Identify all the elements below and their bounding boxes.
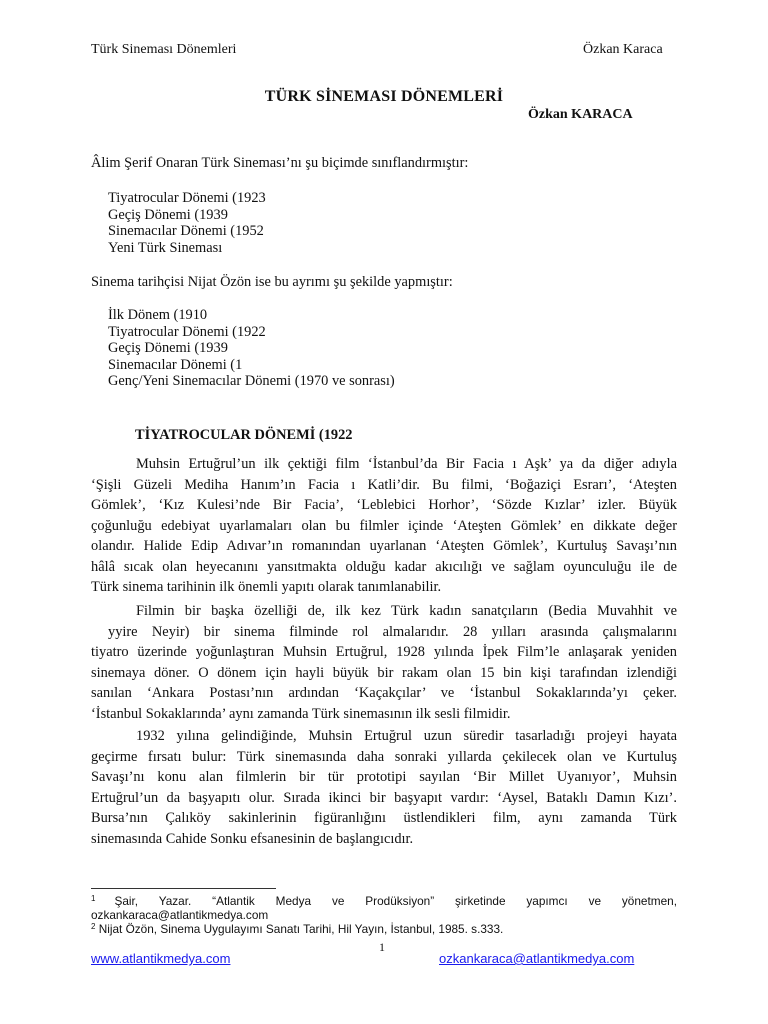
period-list-onaran (108, 190, 266, 256)
footnote-text: Nijat Özön, Sinema Uygulayımı Sanatı Tarihi, Hil Yayın, İstanbul, 1985. s.333. (98, 922, 504, 936)
paragraph-line: çoğunluğu edebiyat uyarlamaları olan bu filmler içinde ‘Ateşten Gömlek’ en dikkate değer (91, 517, 677, 534)
intro-paragraph-1: Âlim Şerif Onaran Türk Sineması’nı şu biçimde sınıflandırmıştır: (91, 155, 469, 171)
list-item: Geçiş Dönemi (1939 (108, 206, 228, 223)
paragraph-line: geçirme fırsatı bulur: Türk sinemasında daha sonraki yıllarda çekilecek olan ve Kurtuluş (91, 748, 677, 765)
paragraph-line: Gömlek’, ‘Kız Kulesi’nde Bir Facia’, ‘Leblebici Horhor’, ‘Sözde Kızlar’ izler. Büyük (91, 497, 677, 513)
paragraph-line: Türk sinema tarihinin ilk önemli yapıtı olarak tanımlanabilir. (91, 579, 442, 595)
website-link[interactable]: www.atlantikmedya.com (91, 951, 231, 966)
list-item: Genç/Yeni Sinemacılar Dönemi (1970 ve sonrası) (108, 373, 395, 390)
paragraph-line: Filmin bir başka özelliği de, ilk kez Türk kadın sanatçıların (Bedia Muvahhit ve (136, 603, 677, 619)
footnote-rule (91, 888, 276, 889)
list-item: Tiyatrocular Dönemi (1922 (108, 323, 266, 340)
paragraph-line: ‘İstanbul Sokaklarında’ aynı zamanda Türk sinemasının ilk sesli filmidir. (91, 705, 511, 722)
paragraph-line: sinemasında Cahide Sonku efsanesinin de başlangıcıdır. (91, 830, 414, 847)
author-name: Özkan KARACA (528, 107, 633, 122)
page-title: TÜRK SİNEMASI DÖNEMLERİ (264, 88, 504, 105)
list-item: Yeni Türk Sineması (108, 239, 223, 256)
footnote-email: ozkankaraca@atlantikmedya.com (91, 908, 269, 922)
paragraph-line: sinemaya döner. O dönem için hayli büyük bir rakam olan 15 bin kişi tarafından izlendiği (91, 664, 677, 681)
paragraph-line: ‘Şişli Güzeli Mediha Hanım’ın Facia ı Katli’dir. Bu filmi, ‘Boğaziçi Esrarı’, ‘Ateşten (91, 476, 677, 493)
list-item: Sinemacılar Dönemi (1952 (108, 223, 264, 240)
paragraph-line: Savaşı’nı konu alan filmlerin bir tür prototipi sayılan ‘Bir Millet Uyanıyor’, Muhsin (91, 769, 677, 785)
intro-paragraph-2: Sinema tarihçisi Nijat Özön ise bu ayrımı şu şekilde yapmıştır: (91, 274, 453, 290)
body-paragraph-1 (91, 456, 677, 600)
paragraph-line: sanılan ‘Ankara Postası’nın ardından ‘Kaçakçılar’ ve ‘İstanbul Sokaklarında’yı çeker. (91, 685, 677, 701)
footnote-2 (91, 922, 677, 936)
footnote-1 (91, 894, 677, 922)
footnote-marker: 2 (91, 922, 96, 931)
paragraph-line: hâlâ sıcak olan heyecanını yansıtmakta olduğu kadar akıcılığı ve sağlam oyunculuğu ile de (91, 558, 677, 575)
page-number: 1 (379, 940, 385, 954)
paragraph-line: olandır. Halide Edip Adıvar’ın romanından uyarlanan ‘Ateşten Gömlek’, Kurtuluş Savaşı’nın (91, 538, 677, 554)
period-list-ozon (108, 307, 395, 390)
paragraph-line: Bursa’nın Çalıköy sakinlerinin figüranlığını üstlendikleri film, aynı zamanda Türk (91, 810, 677, 826)
running-header-right: Özkan Karaca (583, 42, 663, 57)
footnote-text: Şair, Yazar. “Atlantik Medya ve Prodüksiyon” şirketinde yapımcı ve yönetmen, (114, 894, 677, 908)
footnote-marker: 1 (91, 894, 96, 903)
list-item: Tiyatrocular Dönemi (1923 (108, 190, 266, 206)
list-item: Sinemacılar Dönemi (1 (108, 356, 243, 373)
email-link[interactable]: ozkankaraca@atlantikmedya.com (439, 951, 635, 966)
paragraph-line: yyire Neyir) bir sinema filminde rol almalarıdır. 28 yılları arasında çalışmalarını (108, 623, 677, 640)
list-item: İlk Dönem (1910 (108, 307, 208, 323)
paragraph-line: 1932 yılına gelindiğinde, Muhsin Ertuğrul uzun süredir tasarladığı projeyi hayata (136, 728, 677, 744)
body-paragraph-2 (91, 603, 677, 726)
running-header-left: Türk Sineması Dönemleri (91, 42, 237, 57)
paragraph-line: Muhsin Ertuğrul’un ilk çektiği film ‘İstanbul’da Bir Facia ı Aşk’ ya da diğer adıyla (136, 456, 677, 472)
paragraph-line: Ertuğrul’un da başyapıtı olur. Sırada ikinci bir başyapıt vardır: ‘Aysel, Bataklı Damın Kızı’. (91, 789, 677, 806)
paragraph-line: tiyatro üzerinde yoğunlaştıran Muhsin Ertuğrul, 1928 yılında İpek Film’le anlaşarak yeniden (91, 644, 677, 660)
list-item: Geçiş Dönemi (1939 (108, 340, 228, 357)
section-heading: TİYATROCULAR DÖNEMİ (1922 (135, 427, 353, 443)
body-paragraph-3 (91, 728, 677, 851)
